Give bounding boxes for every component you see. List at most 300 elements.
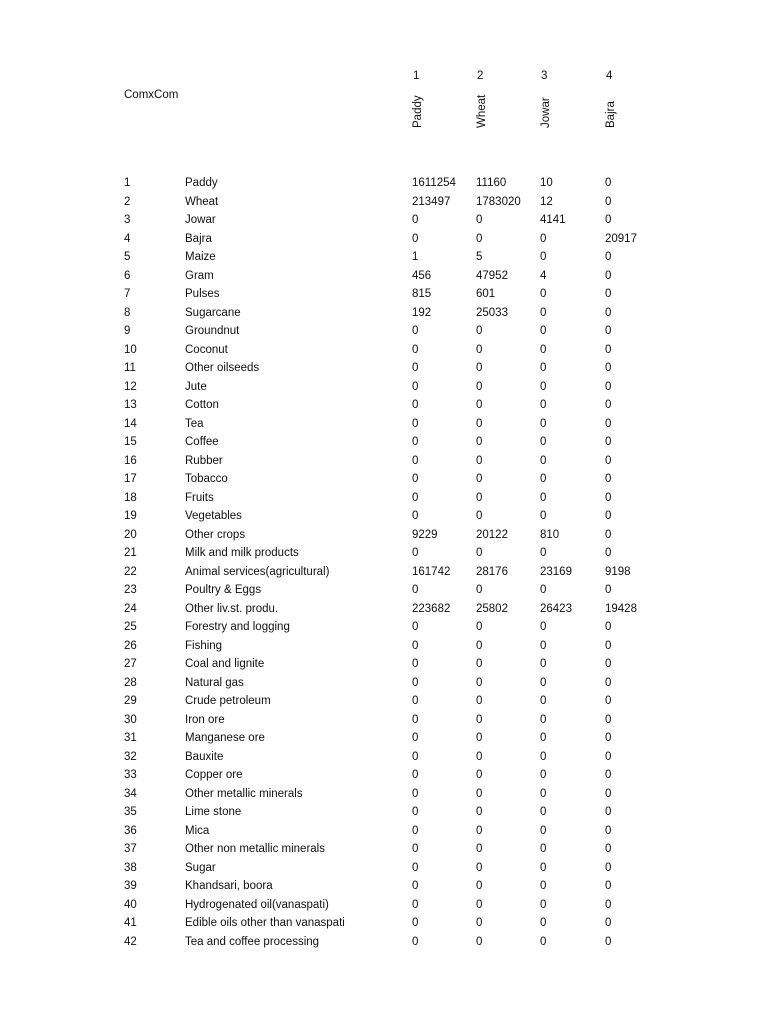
cell-value: 0 — [605, 436, 612, 448]
cell-value: 0 — [412, 362, 419, 374]
cell-value: 161742 — [412, 565, 451, 578]
row-label: Other crops — [185, 528, 246, 541]
cell-value: 0 — [540, 880, 547, 892]
cell-value: 0 — [540, 454, 547, 467]
cell-value: 0 — [605, 417, 612, 430]
cell-value: 0 — [540, 843, 547, 855]
row-label: Poultry & Eggs — [185, 584, 262, 596]
row-label: Jute — [185, 380, 207, 393]
cell-value: 0 — [540, 325, 547, 337]
cell-value: 0 — [540, 343, 547, 356]
cell-value: 0 — [476, 491, 483, 504]
cell-value: 0 — [476, 750, 483, 763]
column-number: 3 — [541, 70, 548, 82]
cell-value: 0 — [476, 769, 483, 781]
row-index: 4 — [124, 232, 131, 245]
cell-value: 0 — [540, 288, 547, 300]
cell-value: 0 — [476, 806, 483, 818]
cell-value: 0 — [476, 861, 483, 874]
row-label: Maize — [185, 251, 216, 263]
cell-value: 0 — [476, 935, 483, 948]
row-index: 15 — [124, 436, 137, 448]
cell-value: 1783020 — [476, 195, 521, 208]
row-label: Other non metallic minerals — [185, 843, 325, 855]
cell-value: 20122 — [476, 528, 508, 541]
table-row — [0, 526, 768, 545]
table-row — [0, 822, 768, 841]
cell-value: 0 — [412, 806, 419, 818]
table-row — [0, 618, 768, 637]
cell-value: 223682 — [412, 602, 451, 615]
cell-value: 0 — [605, 769, 612, 781]
row-index: 31 — [124, 732, 137, 744]
row-label: Paddy — [185, 177, 218, 189]
cell-value: 0 — [476, 436, 483, 448]
table-row — [0, 563, 768, 582]
cell-value: 0 — [476, 898, 483, 911]
row-index: 8 — [124, 306, 131, 319]
cell-value: 0 — [412, 750, 419, 763]
cell-value: 0 — [412, 343, 419, 356]
cell-value: 0 — [412, 621, 419, 633]
cell-value: 0 — [476, 621, 483, 633]
cell-value: 0 — [476, 510, 483, 522]
cell-value: 0 — [540, 380, 547, 393]
cell-value: 0 — [540, 436, 547, 448]
cell-value: 0 — [605, 251, 612, 263]
table-row — [0, 415, 768, 434]
row-index: 5 — [124, 251, 131, 263]
cell-value: 0 — [605, 695, 612, 707]
row-label: Forestry and logging — [185, 621, 290, 633]
row-index: 35 — [124, 806, 137, 818]
cell-value: 11160 — [476, 177, 507, 189]
cell-value: 0 — [476, 917, 483, 929]
row-index: 24 — [124, 602, 137, 615]
cell-value: 815 — [412, 288, 432, 300]
row-index: 42 — [124, 935, 137, 948]
table-row — [0, 396, 768, 415]
table-row — [0, 248, 768, 267]
row-label: Rubber — [185, 454, 223, 467]
cell-value: 0 — [605, 399, 612, 411]
cell-value: 0 — [605, 491, 612, 504]
table-row — [0, 433, 768, 452]
cell-value: 0 — [605, 195, 612, 208]
row-index: 2 — [124, 195, 131, 208]
row-label: Vegetables — [185, 510, 242, 522]
table-row — [0, 470, 768, 489]
row-index: 14 — [124, 417, 137, 430]
cell-value: 0 — [476, 325, 483, 337]
cell-value: 0 — [476, 343, 483, 356]
row-index: 27 — [124, 658, 137, 670]
column-number: 1 — [413, 70, 420, 82]
row-index: 29 — [124, 695, 137, 707]
table-row — [0, 914, 768, 933]
cell-value: 0 — [476, 399, 483, 411]
cell-value: 0 — [540, 251, 547, 263]
row-index: 3 — [124, 214, 131, 226]
cell-value: 0 — [605, 935, 612, 948]
cell-value: 0 — [605, 732, 612, 744]
row-label: Milk and milk products — [185, 547, 299, 559]
cell-value: 0 — [412, 769, 419, 781]
column-header-label: Bajra — [605, 101, 617, 128]
cell-value: 12 — [540, 195, 553, 208]
row-label: Sugarcane — [185, 306, 241, 319]
table-row — [0, 637, 768, 656]
row-label: Tea and coffee processing — [185, 935, 320, 948]
row-index: 13 — [124, 399, 137, 411]
cell-value: 0 — [476, 584, 483, 596]
row-index: 32 — [124, 750, 137, 763]
cell-value: 10 — [540, 177, 553, 189]
row-label: Wheat — [185, 195, 219, 208]
cell-value: 0 — [412, 917, 419, 929]
column-number: 2 — [477, 70, 484, 82]
cell-value: 0 — [476, 880, 483, 892]
row-index: 20 — [124, 528, 137, 541]
row-label: Iron ore — [185, 713, 225, 726]
table-row — [0, 267, 768, 286]
cell-value: 0 — [412, 436, 419, 448]
row-label: Pulses — [185, 288, 220, 300]
table-row — [0, 544, 768, 563]
cell-value: 9229 — [412, 528, 438, 541]
data-rows — [0, 174, 768, 951]
table-row — [0, 230, 768, 249]
table-row — [0, 748, 768, 767]
cell-value: 0 — [605, 454, 612, 467]
cell-value: 0 — [540, 787, 547, 800]
row-index: 10 — [124, 343, 137, 356]
row-label: Other liv.st. produ. — [185, 602, 279, 615]
cell-value: 0 — [540, 547, 547, 559]
row-label: Groundnut — [185, 325, 240, 337]
cell-value: 0 — [412, 843, 419, 855]
cell-value: 5 — [476, 251, 483, 263]
cell-value: 1611254 — [412, 177, 456, 189]
row-index: 26 — [124, 639, 137, 652]
cell-value: 0 — [412, 454, 419, 467]
cell-value: 0 — [476, 639, 483, 652]
cell-value: 0 — [412, 584, 419, 596]
cell-value: 0 — [412, 824, 419, 837]
cell-value: 0 — [540, 306, 547, 319]
row-label: Gram — [185, 269, 214, 282]
cell-value: 0 — [476, 843, 483, 855]
cell-value: 0 — [605, 824, 612, 837]
table-row — [0, 933, 768, 952]
cell-value: 0 — [412, 491, 419, 504]
cell-value: 4141 — [540, 214, 566, 226]
table-row — [0, 489, 768, 508]
cell-value: 0 — [540, 417, 547, 430]
cell-value: 0 — [476, 473, 483, 485]
table-row — [0, 803, 768, 822]
cell-value: 4 — [540, 269, 547, 282]
cell-value: 0 — [540, 713, 547, 726]
table-row — [0, 877, 768, 896]
row-label: Coal and lignite — [185, 658, 265, 670]
cell-value: 0 — [605, 806, 612, 818]
table-row — [0, 193, 768, 212]
cell-value: 0 — [476, 676, 483, 689]
cell-value: 0 — [476, 824, 483, 837]
row-label: Edible oils other than vanaspati — [185, 917, 345, 929]
row-label: Mica — [185, 824, 210, 837]
cell-value: 0 — [605, 787, 612, 800]
cell-value: 0 — [605, 843, 612, 855]
cell-value: 0 — [412, 880, 419, 892]
cell-value: 0 — [605, 380, 612, 393]
cell-value: 0 — [412, 658, 419, 670]
row-index: 18 — [124, 491, 137, 504]
row-label: Crude petroleum — [185, 695, 271, 707]
table-row — [0, 896, 768, 915]
row-index: 6 — [124, 269, 131, 282]
cell-value: 0 — [540, 695, 547, 707]
cell-value: 0 — [605, 510, 612, 522]
cell-value: 0 — [476, 380, 483, 393]
cell-value: 0 — [476, 713, 483, 726]
column-header-label: Paddy — [412, 95, 424, 128]
cell-value: 0 — [540, 861, 547, 874]
cell-value: 0 — [412, 695, 419, 707]
cell-value: 0 — [476, 695, 483, 707]
cell-value: 47952 — [476, 269, 508, 282]
cell-value: 810 — [540, 528, 560, 541]
row-index: 34 — [124, 787, 137, 800]
cell-value: 0 — [605, 528, 612, 541]
cell-value: 0 — [476, 787, 483, 800]
table-row — [0, 452, 768, 471]
row-label: Copper ore — [185, 769, 243, 781]
row-index: 9 — [124, 325, 131, 337]
row-index: 1 — [124, 177, 131, 189]
table-row — [0, 785, 768, 804]
table-row — [0, 378, 768, 397]
cell-value: 0 — [412, 898, 419, 911]
cell-value: 0 — [412, 639, 419, 652]
row-index: 19 — [124, 510, 137, 522]
cell-value: 25033 — [476, 306, 508, 319]
table-row — [0, 581, 768, 600]
cell-value: 0 — [605, 621, 612, 633]
cell-value: 0 — [540, 806, 547, 818]
cell-value: 0 — [476, 454, 483, 467]
cell-value: 0 — [605, 306, 612, 319]
table-row — [0, 729, 768, 748]
table-row — [0, 211, 768, 230]
row-label: Other oilseeds — [185, 362, 260, 374]
cell-value: 0 — [605, 325, 612, 337]
cell-value: 0 — [605, 917, 612, 929]
cell-value: 0 — [605, 343, 612, 356]
table-row — [0, 766, 768, 785]
cell-value: 0 — [605, 547, 612, 559]
cell-value: 0 — [605, 288, 612, 300]
cell-value: 0 — [540, 750, 547, 763]
cell-value: 456 — [412, 269, 432, 282]
cell-value: 0 — [605, 750, 612, 763]
row-index: 23 — [124, 584, 137, 596]
row-label: Coconut — [185, 343, 228, 356]
cell-value: 0 — [540, 621, 547, 633]
column-header-label: Jowar — [540, 97, 552, 128]
cell-value: 1 — [412, 251, 419, 263]
row-index: 40 — [124, 898, 137, 911]
row-index: 38 — [124, 861, 137, 874]
cell-value: 0 — [412, 713, 419, 726]
cell-value: 0 — [605, 214, 612, 226]
row-index: 33 — [124, 769, 137, 781]
cell-value: 192 — [412, 306, 432, 319]
table-row — [0, 674, 768, 693]
cell-value: 0 — [605, 269, 612, 282]
row-index: 16 — [124, 454, 137, 467]
cell-value: 0 — [540, 898, 547, 911]
cell-value: 0 — [540, 362, 547, 374]
table-row — [0, 322, 768, 341]
cell-value: 0 — [540, 658, 547, 670]
cell-value: 0 — [540, 769, 547, 781]
cell-value: 0 — [412, 325, 419, 337]
row-label: Sugar — [185, 861, 216, 874]
cell-value: 0 — [412, 732, 419, 744]
table-row — [0, 692, 768, 711]
cell-value: 0 — [605, 362, 612, 374]
cell-value: 19428 — [605, 602, 637, 615]
cell-value: 0 — [540, 935, 547, 948]
table-row — [0, 711, 768, 730]
cell-value: 0 — [605, 177, 612, 189]
cell-value: 0 — [412, 473, 419, 485]
cell-value: 0 — [412, 861, 419, 874]
row-label: Fruits — [185, 491, 214, 504]
cell-value: 0 — [412, 214, 419, 226]
row-index: 22 — [124, 565, 137, 578]
table-row — [0, 840, 768, 859]
row-index: 7 — [124, 288, 131, 300]
cell-value: 0 — [540, 510, 547, 522]
table-row — [0, 600, 768, 619]
row-label: Jowar — [185, 214, 216, 226]
cell-value: 0 — [540, 917, 547, 929]
table-row — [0, 859, 768, 878]
table-row — [0, 655, 768, 674]
cell-value: 0 — [412, 547, 419, 559]
table-row — [0, 341, 768, 360]
row-index: 36 — [124, 824, 137, 837]
row-index: 28 — [124, 676, 137, 689]
row-label: Bauxite — [185, 750, 224, 763]
cell-value: 213497 — [412, 195, 451, 208]
cell-value: 0 — [605, 639, 612, 652]
cell-value: 0 — [540, 232, 547, 245]
cell-value: 0 — [605, 584, 612, 596]
row-index: 39 — [124, 880, 137, 892]
cell-value: 0 — [540, 399, 547, 411]
row-index: 12 — [124, 380, 137, 393]
row-label: Other metallic minerals — [185, 787, 303, 800]
cell-value: 0 — [605, 676, 612, 689]
table-row — [0, 304, 768, 323]
cell-value: 0 — [412, 380, 419, 393]
cell-value: 0 — [605, 658, 612, 670]
row-index: 41 — [124, 917, 137, 929]
row-label: Natural gas — [185, 676, 244, 689]
cell-value: 0 — [412, 417, 419, 430]
row-index: 37 — [124, 843, 137, 855]
row-label: Tobacco — [185, 473, 228, 485]
row-label: Cotton — [185, 399, 219, 411]
table-row — [0, 285, 768, 304]
cell-value: 0 — [540, 491, 547, 504]
row-index: 21 — [124, 547, 137, 559]
row-index: 30 — [124, 713, 137, 726]
cell-value: 0 — [412, 935, 419, 948]
row-label: Animal services(agricultural) — [185, 565, 330, 578]
cell-value: 0 — [476, 732, 483, 744]
row-label: Khandsari, boora — [185, 880, 273, 892]
cell-value: 0 — [540, 676, 547, 689]
cell-value: 0 — [412, 787, 419, 800]
table-row — [0, 507, 768, 526]
row-label: Tea — [185, 417, 204, 430]
cell-value: 0 — [605, 898, 612, 911]
cell-value: 0 — [605, 713, 612, 726]
cell-value: 0 — [540, 584, 547, 596]
row-label: Lime stone — [185, 806, 242, 818]
row-label: Fishing — [185, 639, 223, 652]
cell-value: 0 — [476, 214, 483, 226]
cell-value: 0 — [476, 362, 483, 374]
cell-value: 28176 — [476, 565, 508, 578]
cell-value: 601 — [476, 288, 496, 300]
cell-value: 25802 — [476, 602, 508, 615]
table-row — [0, 359, 768, 378]
cell-value: 0 — [605, 861, 612, 874]
row-label: Hydrogenated oil(vanaspati) — [185, 898, 329, 911]
row-index: 25 — [124, 621, 137, 633]
cell-value: 0 — [412, 676, 419, 689]
cell-value: 0 — [540, 824, 547, 837]
cell-value: 26423 — [540, 602, 572, 615]
row-label: Bajra — [185, 232, 212, 245]
column-header-label: Wheat — [476, 94, 488, 128]
cell-value: 0 — [540, 473, 547, 485]
cell-value: 0 — [476, 658, 483, 670]
table-row — [0, 174, 768, 193]
cell-value: 23169 — [540, 565, 572, 578]
row-index: 17 — [124, 473, 137, 485]
cell-value: 0 — [476, 417, 483, 430]
row-label: Manganese ore — [185, 732, 265, 744]
cell-value: 0 — [476, 232, 483, 245]
cell-value: 0 — [540, 639, 547, 652]
cell-value: 0 — [412, 399, 419, 411]
cell-value: 0 — [540, 732, 547, 744]
cell-value: 0 — [412, 510, 419, 522]
row-label: Coffee — [185, 436, 219, 448]
cell-value: 9198 — [605, 565, 631, 578]
cell-value: 20917 — [605, 232, 637, 245]
column-number: 4 — [606, 70, 613, 82]
cell-value: 0 — [605, 880, 612, 892]
cell-value: 0 — [412, 232, 419, 245]
